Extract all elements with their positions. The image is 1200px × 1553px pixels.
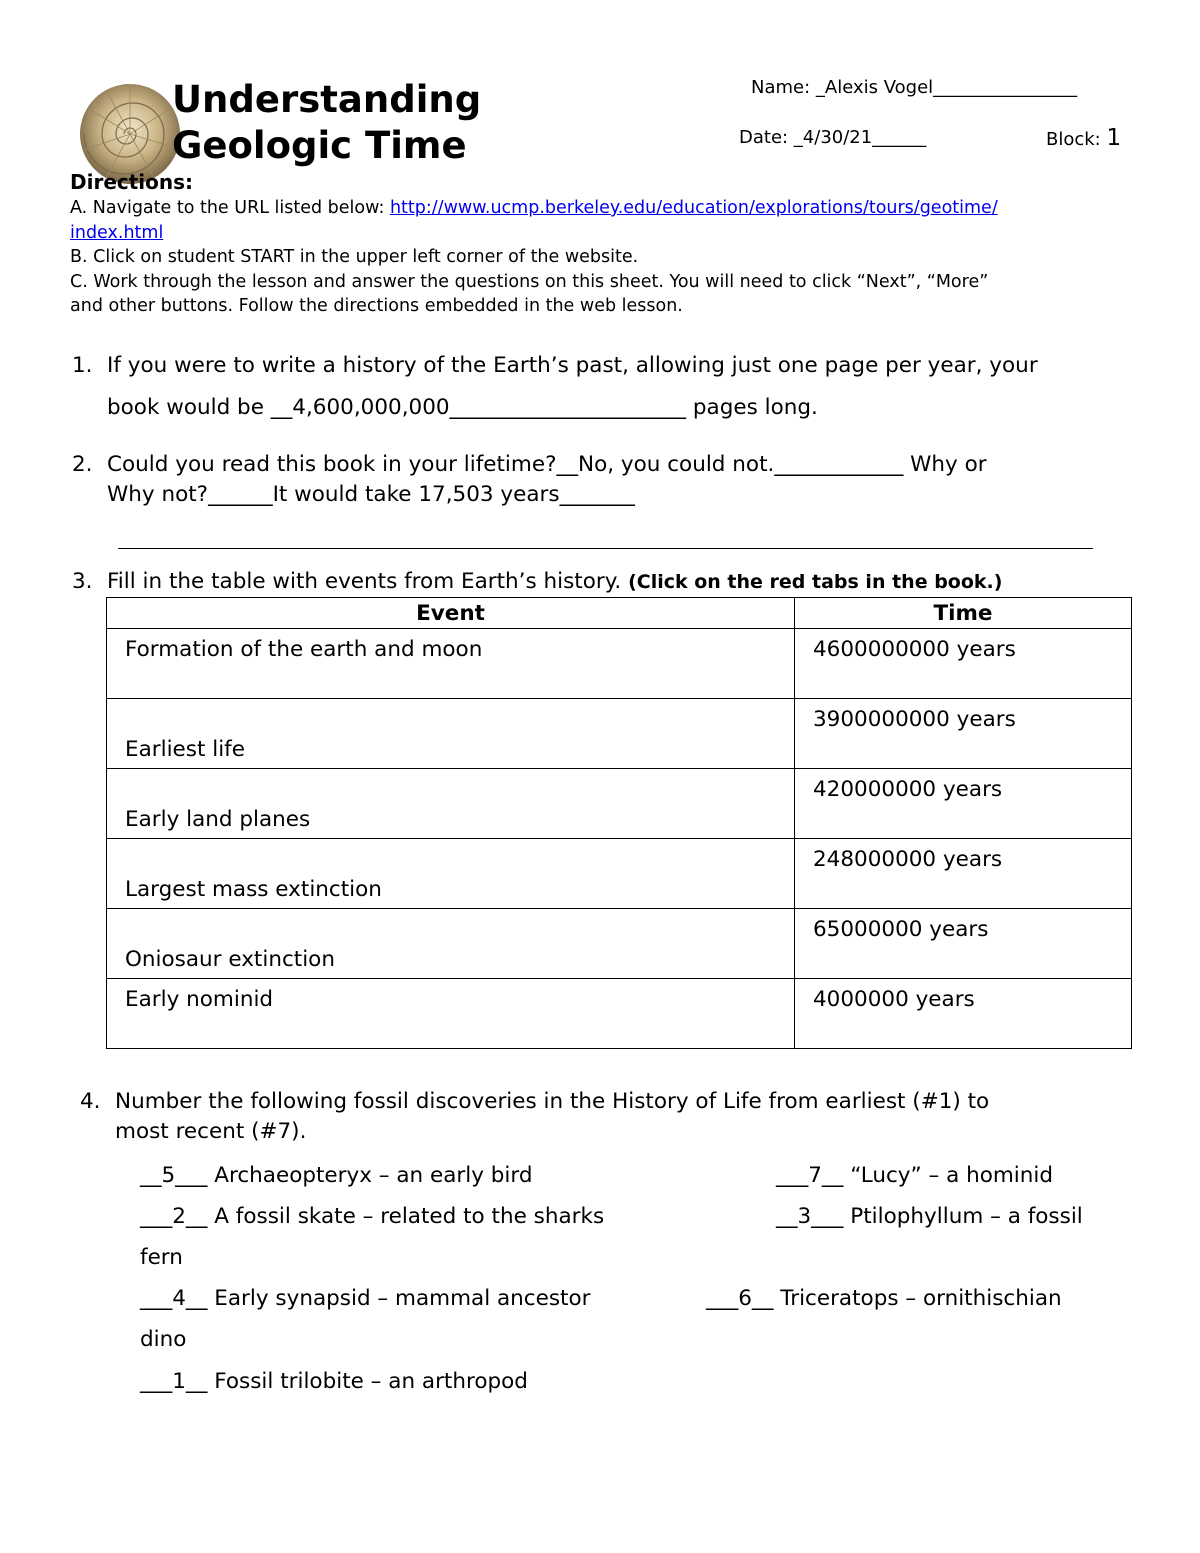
fossil-synapsid[interactable]: ___4__ Early synapsid – mammal ancestor bbox=[140, 1286, 591, 1311]
events-table bbox=[106, 597, 1132, 1049]
q4-number: 4. bbox=[80, 1089, 101, 1114]
event-column-header: Event bbox=[107, 598, 795, 629]
event-text: Largest mass extinction bbox=[125, 877, 382, 902]
direction-b: B. Click on student START in the upper left corner of the website. bbox=[70, 247, 639, 267]
table-header-row bbox=[107, 598, 1132, 629]
direction-a bbox=[70, 196, 998, 221]
geotime-url-link-wrap[interactable]: index.html bbox=[70, 223, 164, 243]
direction-c-line2: and other buttons. Follow the directions embedded in the web lesson. bbox=[70, 296, 683, 316]
table-row bbox=[107, 979, 1132, 1049]
time-text: 65000000 years bbox=[813, 917, 989, 942]
q4-line1: Number the following fossil discoveries in the History of Life from earliest (#1) to bbox=[115, 1089, 990, 1114]
fossil-ptilophyllum-wrap: fern bbox=[140, 1245, 183, 1270]
title-line-2: Geologic Time bbox=[172, 124, 467, 167]
table-row bbox=[107, 839, 1132, 909]
time-cell[interactable] bbox=[795, 629, 1132, 699]
time-cell[interactable] bbox=[795, 769, 1132, 839]
time-cell[interactable] bbox=[795, 979, 1132, 1049]
q2-number: 2. bbox=[72, 452, 93, 477]
event-text: Formation of the earth and moon bbox=[125, 637, 483, 662]
q2-line2[interactable]: Why not?______It would take 17,503 years_______ bbox=[107, 482, 635, 507]
table-row bbox=[107, 909, 1132, 979]
title-line-1: Understanding bbox=[172, 78, 482, 121]
event-cell[interactable] bbox=[107, 699, 795, 769]
q4-line2: most recent (#7). bbox=[115, 1119, 307, 1144]
q3-text: Fill in the table with events from Earth’s history. bbox=[107, 569, 629, 594]
time-text: 3900000000 years bbox=[813, 707, 1016, 732]
fossil-archaeopteryx[interactable]: __5___ Archaeopteryx – an early bird bbox=[140, 1163, 533, 1188]
q3-note: (Click on the red tabs in the book.) bbox=[628, 571, 1003, 593]
q1-number: 1. bbox=[72, 353, 93, 378]
q2-answer-rule bbox=[118, 548, 1093, 549]
fossil-trilobite[interactable]: ___1__ Fossil trilobite – an arthropod bbox=[140, 1369, 528, 1394]
time-text: 420000000 years bbox=[813, 777, 1003, 802]
event-cell[interactable] bbox=[107, 769, 795, 839]
event-cell[interactable] bbox=[107, 909, 795, 979]
directions-heading: Directions: bbox=[70, 170, 194, 194]
table-row bbox=[107, 629, 1132, 699]
event-text: Oniosaur extinction bbox=[125, 947, 335, 972]
fossil-ptilophyllum[interactable]: __3___ Ptilophyllum – a fossil bbox=[776, 1204, 1083, 1229]
event-cell[interactable] bbox=[107, 629, 795, 699]
fossil-triceratops-wrap: dino bbox=[140, 1327, 187, 1352]
q3-number: 3. bbox=[72, 569, 93, 594]
direction-c-line1: C. Work through the lesson and answer the questions on this sheet. You will need to click “Next”, “More” bbox=[70, 272, 989, 292]
time-cell[interactable] bbox=[795, 909, 1132, 979]
time-text: 248000000 years bbox=[813, 847, 1003, 872]
fossil-skate[interactable]: ___2__ A fossil skate – related to the sharks bbox=[140, 1204, 605, 1229]
event-text: Earliest life bbox=[125, 737, 245, 762]
table-row bbox=[107, 769, 1132, 839]
name-field[interactable]: Name: _Alexis Vogel________________ bbox=[751, 77, 1078, 98]
q3-prompt bbox=[107, 569, 1002, 594]
direction-a-url-wrap bbox=[70, 221, 163, 246]
fossil-lucy[interactable]: ___7__ “Lucy” – a hominid bbox=[776, 1163, 1054, 1188]
event-text: Early nominid bbox=[125, 987, 274, 1012]
block-label: Block: bbox=[1046, 129, 1107, 150]
block-value: 1 bbox=[1106, 125, 1122, 151]
block-field[interactable] bbox=[1046, 125, 1121, 151]
time-column-header: Time bbox=[795, 598, 1132, 629]
event-cell[interactable] bbox=[107, 979, 795, 1049]
date-field[interactable]: Date: _4/30/21______ bbox=[739, 127, 927, 148]
event-cell[interactable] bbox=[107, 839, 795, 909]
geotime-url-link[interactable]: http://www.ucmp.berkeley.edu/education/explorations/tours/geotime/ bbox=[389, 198, 998, 218]
fossil-triceratops[interactable]: ___6__ Triceratops – ornithischian bbox=[706, 1286, 1062, 1311]
time-cell[interactable] bbox=[795, 699, 1132, 769]
q2-line1[interactable]: Could you read this book in your lifetime?__No, you could not.____________ Why or bbox=[107, 452, 987, 477]
time-cell[interactable] bbox=[795, 839, 1132, 909]
time-text: 4600000000 years bbox=[813, 637, 1016, 662]
q1-answer-line[interactable]: book would be __4,600,000,000______________________ pages long. bbox=[107, 395, 818, 420]
table-row bbox=[107, 699, 1132, 769]
time-text: 4000000 years bbox=[813, 987, 975, 1012]
q1-line1: If you were to write a history of the Earth’s past, allowing just one page per year, your bbox=[107, 353, 1038, 378]
event-text: Early land planes bbox=[125, 807, 311, 832]
direction-a-text: A. Navigate to the URL listed below: bbox=[70, 198, 390, 218]
